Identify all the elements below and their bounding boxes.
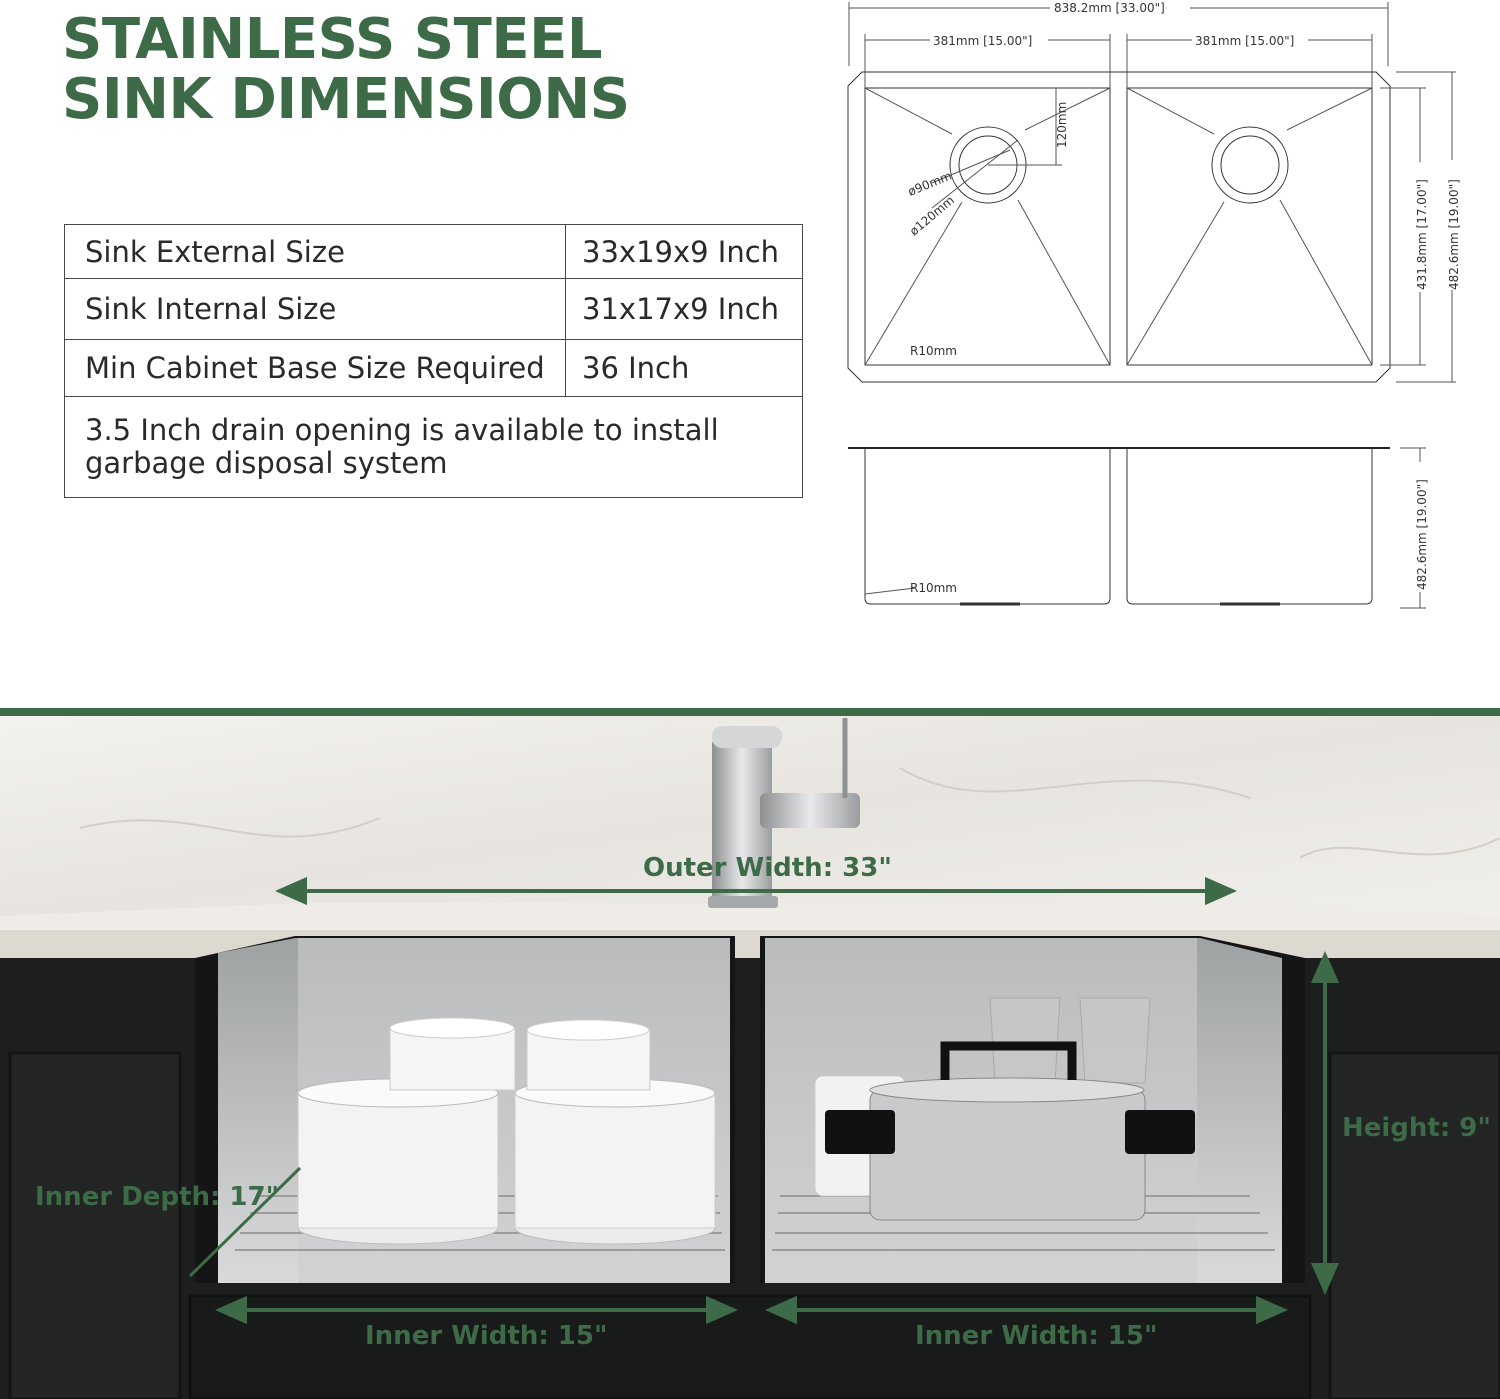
left-bowl	[218, 938, 730, 1283]
spec-note	[65, 397, 803, 498]
label-inner-width-right: Inner Width: 15"	[915, 1321, 1158, 1351]
page-title	[62, 7, 630, 132]
spec-row	[65, 279, 803, 340]
label-outer-width: Outer Width: 33"	[643, 853, 892, 883]
spec-note-row	[65, 397, 803, 498]
spec-label: Sink External Size	[65, 225, 566, 279]
right-bowl	[765, 938, 1282, 1283]
dim-side-height: 482.6mm [19.00"]	[1415, 479, 1429, 590]
label-height: Height: 9"	[1342, 1113, 1491, 1143]
dim-drain-offset: 120mm	[1055, 101, 1069, 148]
dim-drain-outer-diameter: ø120mm	[906, 193, 958, 239]
spec-note-line-2: garbage disposal system	[85, 446, 448, 480]
spec-row	[65, 225, 803, 279]
dim-outer-depth: 482.6mm [19.00"]	[1447, 179, 1461, 290]
title-line-2: SINK DIMENSIONS	[62, 67, 630, 132]
label-inner-width-left: Inner Width: 15"	[365, 1321, 608, 1351]
spec-row	[65, 340, 803, 397]
sink-illustration	[0, 708, 1500, 1399]
dim-inner-depth: 431.8mm [17.00"]	[1415, 179, 1429, 290]
spec-value: 31x17x9 Inch	[566, 279, 803, 340]
spec-value: 33x19x9 Inch	[566, 225, 803, 279]
spec-label: Sink Internal Size	[65, 279, 566, 340]
label-inner-depth: Inner Depth: 17"	[35, 1182, 280, 1212]
spec-note-line-1: 3.5 Inch drain opening is available to install	[85, 413, 719, 447]
section-divider	[0, 708, 1500, 716]
spec-table	[64, 224, 803, 498]
dim-bowl-width-left: 381mm [15.00"]	[933, 34, 1033, 48]
spec-label: Min Cabinet Base Size Required	[65, 340, 566, 397]
title-line-1: STAINLESS STEEL	[62, 7, 603, 72]
dim-corner-radius-side: R10mm	[910, 581, 957, 595]
dim-drain-inner-diameter: ø90mm	[905, 168, 954, 199]
spec-value: 36 Inch	[566, 340, 803, 397]
dim-corner-radius-top: R10mm	[910, 344, 957, 358]
technical-drawing	[840, 0, 1480, 630]
dim-overall-width: 838.2mm [33.00"]	[1054, 1, 1165, 15]
dim-bowl-width-right: 381mm [15.00"]	[1195, 34, 1295, 48]
